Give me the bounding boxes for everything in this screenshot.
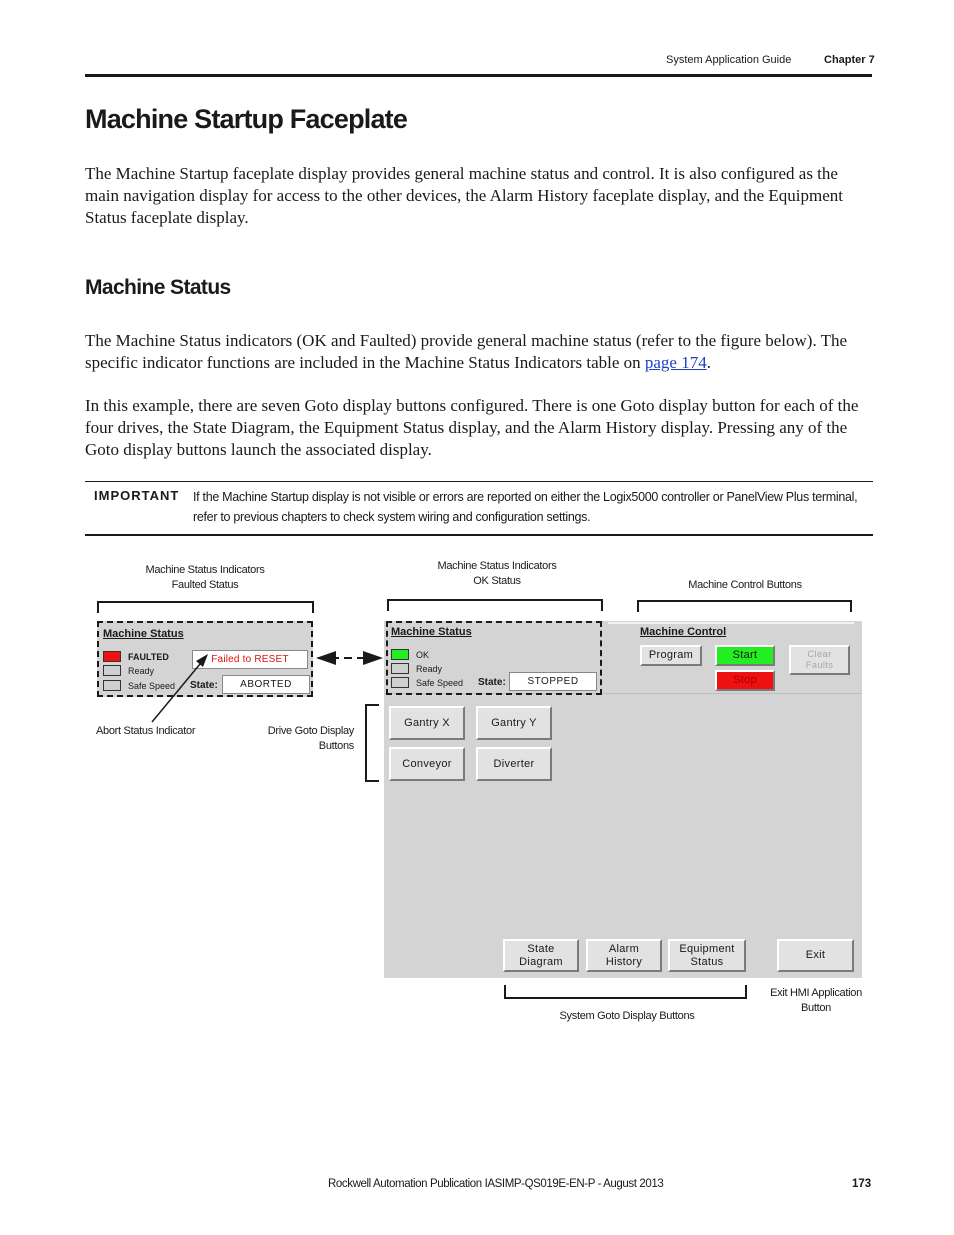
stop-button[interactable]: Stop — [715, 670, 775, 691]
status-paragraph-end: . — [706, 353, 711, 372]
diverter-button[interactable]: Diverter — [476, 747, 552, 781]
hmi-safe-speed-indicator — [391, 677, 409, 688]
ready-indicator-label: Ready — [128, 666, 155, 676]
callout-faulted-line2: Faulted Status — [171, 579, 239, 591]
hmi-state-label: State: — [478, 677, 506, 688]
goto-paragraph: In this example, there are seven Goto display buttons configured. There is one Goto display button for each of the four drives, the State Diagram, the Equipment Status display, and the Alarm History display. Pressing any of the Goto display buttons launch the associated display. — [85, 396, 859, 459]
callout-exit-line1: Exit HMI Application — [770, 987, 862, 999]
ok-indicator-label: OK — [416, 650, 430, 660]
control-top-edge — [608, 622, 854, 624]
gantry-x-button[interactable]: Gantry X — [389, 706, 465, 740]
clear-faults-line1: Clear — [807, 649, 832, 660]
alarm-history-line1: Alarm — [608, 942, 640, 955]
ok-indicator — [391, 649, 409, 660]
conveyor-button[interactable]: Conveyor — [389, 747, 465, 781]
page-title: Machine Startup Faceplate — [85, 104, 408, 134]
running-header-guide: System Application Guide — [666, 54, 792, 66]
clear-faults-line2: Faults — [805, 660, 834, 671]
callout-abort-indicator: Abort Status Indicator — [96, 725, 196, 737]
state-diagram-line2: Diagram — [519, 955, 563, 968]
callout-ok-line2: OK Status — [473, 575, 521, 587]
running-header-chapter: Chapter 7 — [824, 54, 875, 66]
start-button[interactable]: Start — [715, 645, 775, 666]
faulted-indicator-label: FAULTED — [128, 652, 169, 662]
callout-exit-line2: Button — [800, 1002, 831, 1014]
equipment-status-line2: Status — [690, 955, 724, 968]
safe-speed-indicator-label: Safe Speed — [128, 681, 176, 691]
hmi-state-value: STOPPED — [509, 672, 597, 691]
state-diagram-button[interactable] — [503, 939, 579, 972]
page-number: 173 — [852, 1178, 872, 1190]
equipment-status-button[interactable] — [668, 939, 746, 972]
section-heading: Machine Status — [85, 276, 231, 299]
callout-faulted-line1: Machine Status Indicators — [145, 564, 265, 576]
callout-ok-line1: Machine Status Indicators — [437, 560, 557, 572]
hmi-ready-indicator — [391, 663, 409, 674]
important-label: IMPORTANT — [94, 488, 180, 503]
faulted-panel-title: Machine Status — [103, 628, 184, 640]
equipment-status-line1: Equipment — [679, 942, 735, 955]
clear-faults-button[interactable] — [789, 645, 850, 675]
callout-drive-goto — [258, 724, 354, 754]
alarm-history-line2: History — [605, 955, 643, 968]
callout-system-goto: System Goto Display Buttons — [559, 1010, 695, 1022]
gantry-y-button[interactable]: Gantry Y — [476, 706, 552, 740]
callout-control-buttons: Machine Control Buttons — [688, 579, 802, 591]
callout-exit-button — [760, 986, 872, 1016]
hmi-safe-speed-label: Safe Speed — [416, 678, 464, 688]
fault-message-box: Failed to RESET — [192, 650, 308, 669]
faulted-state-value: ABORTED — [222, 675, 310, 694]
machine-control-title: Machine Control — [640, 626, 727, 638]
program-button[interactable]: Program — [640, 645, 702, 666]
alarm-history-button[interactable] — [586, 939, 662, 972]
callout-drive-line1: Drive Goto Display — [267, 725, 354, 737]
callout-drive-line2: Buttons — [318, 740, 354, 752]
faulted-state-label: State: — [190, 680, 218, 691]
state-diagram-line1: State — [527, 942, 555, 955]
hmi-ready-label: Ready — [416, 664, 443, 674]
page-174-link[interactable]: page 174 — [644, 353, 707, 372]
status-paragraph-text: The Machine Status indicators (OK and Faulted) provide general machine status (refer to the figure below). The specific indicator functions are included in the Machine Status Indicators table on — [85, 331, 848, 372]
footer-publication: Rockwell Automation Publication IASIMP-QS019E-EN-P - August 2013 — [328, 1178, 664, 1190]
exit-button[interactable]: Exit — [777, 939, 854, 972]
intro-paragraph: The Machine Startup faceplate display provides general machine status and control. It is also configured as the main navigation display for access to the other devices, the Alarm History faceplate display, and the Equipment Status faceplate display. — [85, 164, 844, 227]
hmi-status-title: Machine Status — [391, 626, 472, 638]
important-text: If the Machine Startup display is not visible or errors are reported on either the Logix5000 controller or PanelView Plus terminal, refer to previous chapters to check system wiring and configuration settings. — [193, 490, 858, 524]
